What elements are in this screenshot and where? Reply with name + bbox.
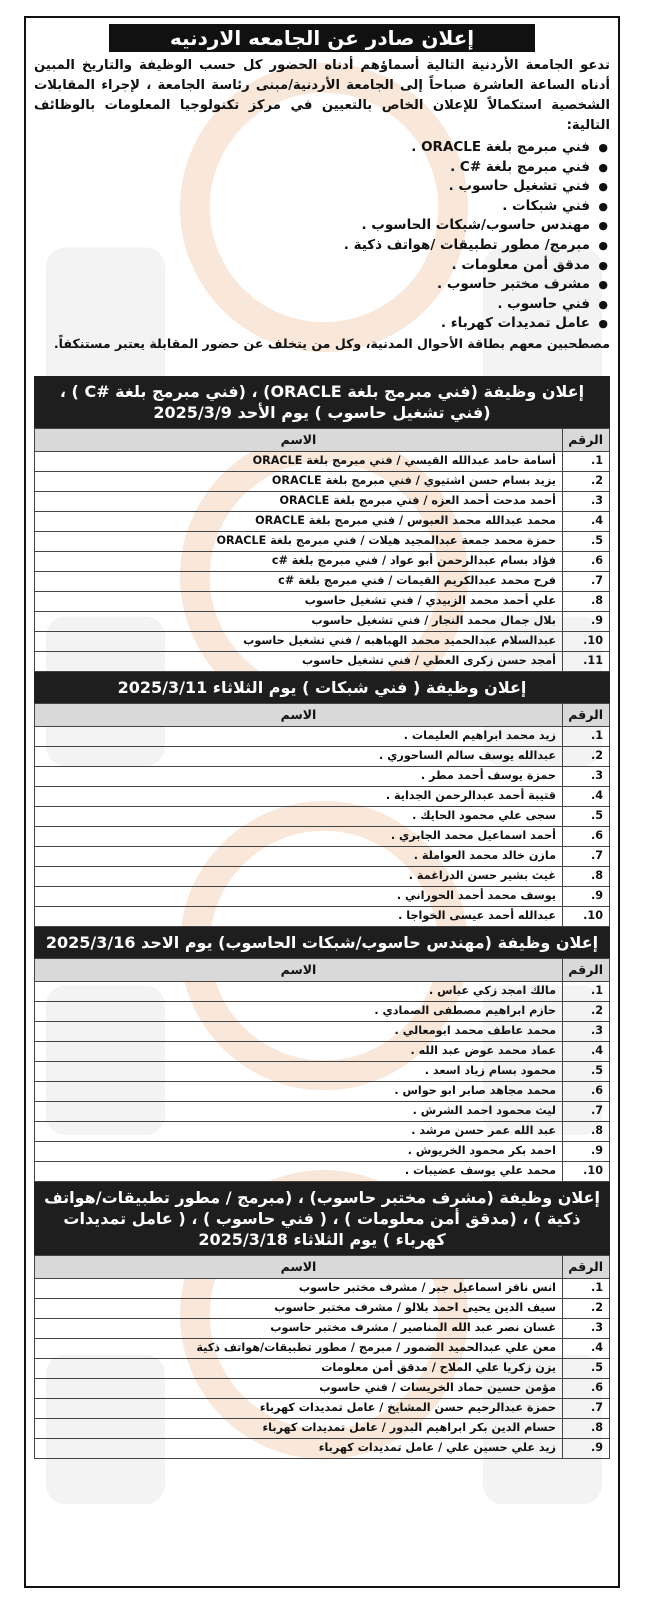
number-column-header: الرقم [563, 958, 610, 981]
table-row [35, 611, 610, 631]
job-item: ● فني مبرمج بلغة ORACLE . [34, 138, 590, 158]
number-column-header: الرقم [563, 1255, 610, 1278]
table-header-row [35, 1255, 610, 1278]
row-name: فؤاد بسام عبدالرحمن أبو عواد / فني مبرمج بلغة #c [35, 551, 563, 571]
name-column-header: الاسم [35, 1255, 563, 1278]
table-row [35, 571, 610, 591]
table-row [35, 1398, 610, 1418]
row-number: 4. [563, 1041, 610, 1061]
table-row [35, 981, 610, 1001]
row-name: سجى علي محمود الحايك . [35, 806, 563, 826]
table-row [35, 1378, 610, 1398]
row-name: قتيبة أحمد عبدالرحمن الجداية . [35, 786, 563, 806]
name-column-header: الاسم [35, 958, 563, 981]
row-number: 1. [563, 726, 610, 746]
table-row [35, 1318, 610, 1338]
row-name: انس نافز اسماعيل جبر / مشرف مختبر حاسوب [35, 1278, 563, 1298]
table-row [35, 1081, 610, 1101]
job-item: ● مشرف مختبر حاسوب . [34, 275, 590, 295]
row-name: فرح محمد عبدالكريم القيمات / فني مبرمج بلغة #c [35, 571, 563, 591]
row-number: 8. [563, 1121, 610, 1141]
job-item: ● مدقق أمن معلومات . [34, 256, 590, 276]
attendance-note: مصطحبين معهم بطاقة الأحوال المدنية، وكل من يتخلف عن حضور المقابلة يعتبر مستنكفاً. [53, 335, 610, 351]
row-number: 9. [563, 1438, 610, 1458]
row-number: 1. [563, 1278, 610, 1298]
row-number: 7. [563, 571, 610, 591]
row-number: 3. [563, 491, 610, 511]
row-name: يوسف محمد أحمد الحوراني . [35, 886, 563, 906]
row-name: أحمد اسماعيل محمد الجابري . [35, 826, 563, 846]
name-column-header: الاسم [35, 703, 563, 726]
names-table [34, 428, 610, 672]
row-name: زيد محمد ابراهيم العليمات . [35, 726, 563, 746]
row-name: محمد علي يوسف عضيبات . [35, 1161, 563, 1181]
row-number: 11. [563, 651, 610, 671]
row-number: 3. [563, 1318, 610, 1338]
table-row [35, 1278, 610, 1298]
row-number: 8. [563, 866, 610, 886]
announcement-page [24, 16, 620, 1588]
row-number: 10. [563, 631, 610, 651]
names-table [34, 958, 610, 1182]
table-row [35, 1001, 610, 1021]
table-row [35, 786, 610, 806]
table-row [35, 1141, 610, 1161]
row-name: حمزة محمد جمعة عبدالمجيد هيلات / فني مبرمج بلغة ORACLE [35, 531, 563, 551]
table-header-row [35, 703, 610, 726]
table-row [35, 471, 610, 491]
table-header-row [35, 958, 610, 981]
table-row [35, 746, 610, 766]
table-row [35, 591, 610, 611]
table-row [35, 1298, 610, 1318]
row-number: 6. [563, 826, 610, 846]
name-column-header: الاسم [35, 428, 563, 451]
table-row [35, 1418, 610, 1438]
row-number: 7. [563, 1101, 610, 1121]
section-oracle-csharp-operator [34, 376, 610, 672]
row-name: أحمد مدحت أحمد العزه / فني مبرمج بلغة ORACLE [35, 491, 563, 511]
table-row [35, 1438, 610, 1458]
table-row [35, 1338, 610, 1358]
section-header: إعلان وظيفة (مشرف مختبر حاسوب) ، (مبرمج / مطور تطبيقات/هواتف ذكية ) ، (مدقق أمن معلومات ) ، ( فني حاسوب ) ، ( عامل تمديدات كهرباء ) يوم الثلاثاء 2025/3/18 [34, 1182, 610, 1255]
row-name: محمد عبدالله محمد العبوس / فني مبرمج بلغة ORACLE [35, 511, 563, 531]
table-row [35, 1161, 610, 1181]
section-header: إعلان وظيفة ( فني شبكات ) يوم الثلاثاء 2025/3/11 [34, 672, 610, 703]
row-name: عبدالسلام عبدالحميد محمد الهباهبه / فني تشغيل حاسوب [35, 631, 563, 651]
row-number: 2. [563, 1298, 610, 1318]
row-name: يزيد بسام حسن اشتيوي / فني مبرمج بلغة ORACLE [35, 471, 563, 491]
row-number: 9. [563, 1141, 610, 1161]
job-item: ● عامل تمديدات كهرباء . [34, 314, 590, 334]
row-name: حازم ابراهيم مصطفى الصمادي . [35, 1001, 563, 1021]
row-number: 5. [563, 531, 610, 551]
job-item: ● فني حاسوب . [34, 295, 590, 315]
row-number: 6. [563, 1378, 610, 1398]
row-number: 2. [563, 471, 610, 491]
row-name: مؤمن حسين حماد الخريسات / فني حاسوب [35, 1378, 563, 1398]
row-number: 1. [563, 981, 610, 1001]
row-number: 1. [563, 451, 610, 471]
row-name: عبدالله أحمد عيسى الخواجا . [35, 906, 563, 926]
row-name: أمجد حسن زكرى العطي / فني تشغيل حاسوب [35, 651, 563, 671]
table-row [35, 906, 610, 926]
row-name: حمزة عبدالرحيم حسن المشايخ / عامل تمديدات كهرباء [35, 1398, 563, 1418]
row-name: محمد عاطف محمد ابومعالي . [35, 1021, 563, 1041]
table-row [35, 866, 610, 886]
intro-paragraph: تدعو الجامعة الأردنية التالية أسماؤهم أدناه الحضور كل حسب الوظيفة والتاريخ المبين أدناه الساعة العاشرة صباحاً إلى الجامعة الأردنية/مبنى رئاسة الجامعة ، لإجراء المقابلات الشخصية استكمالاً للإعلان الخاص بالتعيين في مركز تكنولوجيا المعلومات بالوظائف التالية: [34, 58, 610, 133]
row-number: 9. [563, 611, 610, 631]
table-row [35, 806, 610, 826]
table-row [35, 1358, 610, 1378]
table-row [35, 631, 610, 651]
names-table [34, 703, 610, 927]
row-name: عبدالله يوسف سالم الساحوري . [35, 746, 563, 766]
job-item: ● فني شبكات . [34, 197, 590, 217]
job-item: ● مبرمج/ مطور تطبيقات /هواتف ذكية . [34, 236, 590, 256]
row-name: أسامة حامد عبدالله القيسي / فني مبرمج بلغة ORACLE [35, 451, 563, 471]
table-row [35, 551, 610, 571]
table-row [35, 766, 610, 786]
row-name: سيف الدين يحيى احمد بلالو / مشرف مختبر حاسوب [35, 1298, 563, 1318]
section-lab-supervisor-etc [34, 1182, 610, 1459]
row-number: 3. [563, 766, 610, 786]
job-list [26, 138, 618, 334]
table-row [35, 846, 610, 866]
row-number: 8. [563, 1418, 610, 1438]
table-row [35, 491, 610, 511]
row-number: 2. [563, 746, 610, 766]
row-number: 5. [563, 1358, 610, 1378]
table-row [35, 826, 610, 846]
row-number: 4. [563, 511, 610, 531]
table-row [35, 1101, 610, 1121]
names-table [34, 1255, 610, 1459]
number-column-header: الرقم [563, 703, 610, 726]
row-name: عبد الله عمر حسن مرشد . [35, 1121, 563, 1141]
section-networks [34, 672, 610, 927]
row-number: 6. [563, 551, 610, 571]
row-name: يزن زكريا علي الملاح / مدقق أمن معلومات [35, 1358, 563, 1378]
row-number: 5. [563, 806, 610, 826]
table-row [35, 886, 610, 906]
row-name: معن علي عبدالحميد الضمور / مبرمج / مطور تطبيقات/هواتف ذكية [35, 1338, 563, 1358]
row-name: احمد بكر محمود الخريوش . [35, 1141, 563, 1161]
row-name: غسان نصر عبد الله المناصير / مشرف مختبر حاسوب [35, 1318, 563, 1338]
section-header: إعلان وظيفة (فني مبرمج بلغة ORACLE) ، (فني مبرمج بلغة #C ) ، (فني تشغيل حاسوب ) يوم الأحد 2025/3/9 [34, 376, 610, 428]
row-name: عماد محمد عوض عبد الله . [35, 1041, 563, 1061]
row-name: حسام الدين بكر ابراهيم البدور / عامل تمديدات كهرباء [35, 1418, 563, 1438]
row-number: 8. [563, 591, 610, 611]
number-column-header: الرقم [563, 428, 610, 451]
table-header-row [35, 428, 610, 451]
row-name: غيث بشير حسن الدراغمة . [35, 866, 563, 886]
row-name: محمود بسام زياد اسعد . [35, 1061, 563, 1081]
section-computer-engineer [34, 927, 610, 1182]
job-item: ● مهندس حاسوب/شبكات الحاسوب . [34, 216, 590, 236]
row-number: 2. [563, 1001, 610, 1021]
page-title: إعلان صادر عن الجامعه الاردنيه [109, 24, 535, 52]
row-name: محمد مجاهد صابر ابو حواس . [35, 1081, 563, 1101]
row-name: مازن خالد محمد العواملة . [35, 846, 563, 866]
table-row [35, 1041, 610, 1061]
section-header: إعلان وظيفة (مهندس حاسوب/شبكات الحاسوب) يوم الاحد 2025/3/16 [34, 927, 610, 958]
row-name: حمزة يوسف أحمد مطر . [35, 766, 563, 786]
row-number: 9. [563, 886, 610, 906]
table-row [35, 451, 610, 471]
row-name: بلال جمال محمد النجار / فني تشغيل حاسوب [35, 611, 563, 631]
table-row [35, 1061, 610, 1081]
row-number: 3. [563, 1021, 610, 1041]
table-row [35, 511, 610, 531]
table-row [35, 651, 610, 671]
row-number: 10. [563, 906, 610, 926]
table-row [35, 531, 610, 551]
table-row [35, 1121, 610, 1141]
job-item: ● فني مبرمج بلغة #C . [34, 158, 590, 178]
row-number: 7. [563, 846, 610, 866]
job-item: ● فني تشغيل حاسوب . [34, 177, 590, 197]
row-number: 10. [563, 1161, 610, 1181]
row-number: 4. [563, 786, 610, 806]
row-name: ليث محمود احمد الشرش . [35, 1101, 563, 1121]
row-name: مالك امجد زكي عباس . [35, 981, 563, 1001]
table-row [35, 1021, 610, 1041]
table-row [35, 726, 610, 746]
row-number: 5. [563, 1061, 610, 1081]
row-number: 7. [563, 1398, 610, 1418]
row-name: علي أحمد محمد الزبيدي / فني تشغيل حاسوب [35, 591, 563, 611]
row-number: 6. [563, 1081, 610, 1101]
row-number: 4. [563, 1338, 610, 1358]
row-name: زيد علي حسين علي / عامل تمديدات كهرباء [35, 1438, 563, 1458]
